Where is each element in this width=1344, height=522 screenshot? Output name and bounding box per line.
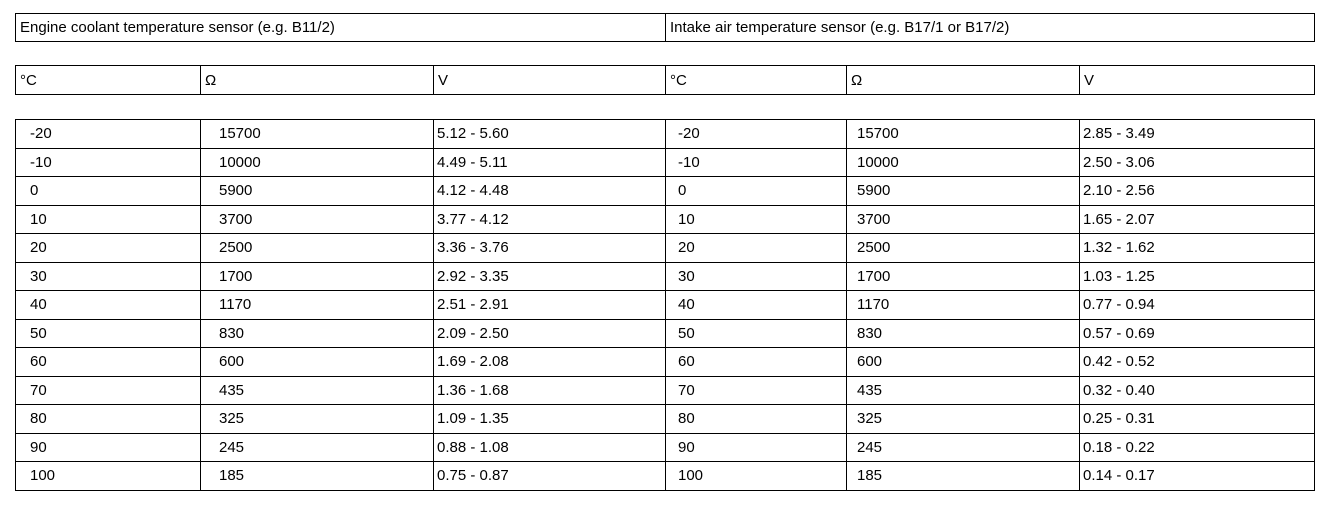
coolant-ohm-cell: 245 bbox=[201, 433, 434, 462]
coolant-ohm-cell: 185 bbox=[201, 462, 434, 491]
table-row bbox=[16, 319, 1315, 348]
sensor-title-table bbox=[15, 13, 1315, 42]
intake-temp-cell: -10 bbox=[666, 148, 847, 177]
intake-temp-cell: 10 bbox=[666, 205, 847, 234]
coolant-temp-cell: 10 bbox=[16, 205, 201, 234]
coolant-volt-cell: 0.75 - 0.87 bbox=[434, 462, 666, 491]
table-row bbox=[16, 148, 1315, 177]
intake-ohm-cell: 3700 bbox=[847, 205, 1080, 234]
intake-sensor-title: Intake air temperature sensor (e.g. B17/1 or B17/2) bbox=[666, 14, 1315, 42]
coolant-ohm-header: Ω bbox=[201, 66, 434, 95]
intake-volt-header: V bbox=[1080, 66, 1315, 95]
intake-volt-cell: 2.50 - 3.06 bbox=[1080, 148, 1315, 177]
intake-ohm-cell: 600 bbox=[847, 348, 1080, 377]
header-row bbox=[16, 66, 1315, 95]
coolant-volt-cell: 5.12 - 5.60 bbox=[434, 120, 666, 149]
intake-volt-cell: 1.65 - 2.07 bbox=[1080, 205, 1315, 234]
intake-volt-cell: 2.85 - 3.49 bbox=[1080, 120, 1315, 149]
coolant-ohm-cell: 600 bbox=[201, 348, 434, 377]
intake-ohm-header: Ω bbox=[847, 66, 1080, 95]
intake-volt-cell: 1.32 - 1.62 bbox=[1080, 234, 1315, 263]
table-row bbox=[16, 291, 1315, 320]
table-row bbox=[16, 177, 1315, 206]
intake-volt-cell: 1.03 - 1.25 bbox=[1080, 262, 1315, 291]
intake-volt-cell: 0.42 - 0.52 bbox=[1080, 348, 1315, 377]
intake-volt-cell: 0.57 - 0.69 bbox=[1080, 319, 1315, 348]
coolant-volt-cell: 0.88 - 1.08 bbox=[434, 433, 666, 462]
intake-ohm-cell: 1170 bbox=[847, 291, 1080, 320]
intake-ohm-cell: 435 bbox=[847, 376, 1080, 405]
intake-ohm-cell: 245 bbox=[847, 433, 1080, 462]
table-row bbox=[16, 462, 1315, 491]
intake-ohm-cell: 325 bbox=[847, 405, 1080, 434]
intake-temp-cell: 80 bbox=[666, 405, 847, 434]
coolant-temp-cell: -10 bbox=[16, 148, 201, 177]
intake-ohm-cell: 830 bbox=[847, 319, 1080, 348]
coolant-volt-cell: 1.69 - 2.08 bbox=[434, 348, 666, 377]
intake-temp-cell: 90 bbox=[666, 433, 847, 462]
coolant-temp-cell: 30 bbox=[16, 262, 201, 291]
table-row bbox=[16, 348, 1315, 377]
coolant-temp-cell: 90 bbox=[16, 433, 201, 462]
coolant-volt-cell: 2.09 - 2.50 bbox=[434, 319, 666, 348]
coolant-ohm-cell: 15700 bbox=[201, 120, 434, 149]
intake-ohm-cell: 185 bbox=[847, 462, 1080, 491]
coolant-ohm-cell: 1700 bbox=[201, 262, 434, 291]
coolant-volt-header: V bbox=[434, 66, 666, 95]
sensor-data-table bbox=[15, 119, 1315, 491]
coolant-volt-cell: 3.77 - 4.12 bbox=[434, 205, 666, 234]
coolant-volt-cell: 3.36 - 3.76 bbox=[434, 234, 666, 263]
table-row bbox=[16, 405, 1315, 434]
intake-ohm-cell: 10000 bbox=[847, 148, 1080, 177]
intake-temp-cell: 60 bbox=[666, 348, 847, 377]
coolant-ohm-cell: 2500 bbox=[201, 234, 434, 263]
coolant-volt-cell: 1.36 - 1.68 bbox=[434, 376, 666, 405]
intake-temp-cell: 30 bbox=[666, 262, 847, 291]
intake-temp-header: °C bbox=[666, 66, 847, 95]
intake-temp-cell: 20 bbox=[666, 234, 847, 263]
coolant-ohm-cell: 10000 bbox=[201, 148, 434, 177]
intake-temp-cell: -20 bbox=[666, 120, 847, 149]
coolant-temp-cell: 80 bbox=[16, 405, 201, 434]
intake-volt-cell: 2.10 - 2.56 bbox=[1080, 177, 1315, 206]
coolant-temp-cell: 50 bbox=[16, 319, 201, 348]
coolant-volt-cell: 1.09 - 1.35 bbox=[434, 405, 666, 434]
coolant-sensor-title: Engine coolant temperature sensor (e.g. B11/2) bbox=[16, 14, 666, 42]
coolant-volt-cell: 2.51 - 2.91 bbox=[434, 291, 666, 320]
intake-volt-cell: 0.18 - 0.22 bbox=[1080, 433, 1315, 462]
coolant-volt-cell: 4.49 - 5.11 bbox=[434, 148, 666, 177]
intake-temp-cell: 40 bbox=[666, 291, 847, 320]
coolant-temp-header: °C bbox=[16, 66, 201, 95]
intake-temp-cell: 50 bbox=[666, 319, 847, 348]
intake-temp-cell: 0 bbox=[666, 177, 847, 206]
coolant-ohm-cell: 5900 bbox=[201, 177, 434, 206]
table-row bbox=[16, 120, 1315, 149]
coolant-temp-cell: 40 bbox=[16, 291, 201, 320]
intake-ohm-cell: 15700 bbox=[847, 120, 1080, 149]
coolant-temp-cell: 70 bbox=[16, 376, 201, 405]
coolant-temp-cell: 0 bbox=[16, 177, 201, 206]
table-row bbox=[16, 234, 1315, 263]
intake-ohm-cell: 1700 bbox=[847, 262, 1080, 291]
coolant-temp-cell: 20 bbox=[16, 234, 201, 263]
coolant-ohm-cell: 1170 bbox=[201, 291, 434, 320]
intake-temp-cell: 70 bbox=[666, 376, 847, 405]
intake-volt-cell: 0.77 - 0.94 bbox=[1080, 291, 1315, 320]
table-row bbox=[16, 205, 1315, 234]
coolant-temp-cell: 60 bbox=[16, 348, 201, 377]
intake-volt-cell: 0.32 - 0.40 bbox=[1080, 376, 1315, 405]
coolant-ohm-cell: 435 bbox=[201, 376, 434, 405]
intake-ohm-cell: 2500 bbox=[847, 234, 1080, 263]
coolant-volt-cell: 4.12 - 4.48 bbox=[434, 177, 666, 206]
title-row bbox=[16, 14, 1315, 42]
intake-temp-cell: 100 bbox=[666, 462, 847, 491]
coolant-volt-cell: 2.92 - 3.35 bbox=[434, 262, 666, 291]
coolant-ohm-cell: 325 bbox=[201, 405, 434, 434]
coolant-ohm-cell: 830 bbox=[201, 319, 434, 348]
table-row bbox=[16, 262, 1315, 291]
table-row bbox=[16, 376, 1315, 405]
intake-volt-cell: 0.25 - 0.31 bbox=[1080, 405, 1315, 434]
intake-volt-cell: 0.14 - 0.17 bbox=[1080, 462, 1315, 491]
coolant-temp-cell: -20 bbox=[16, 120, 201, 149]
intake-ohm-cell: 5900 bbox=[847, 177, 1080, 206]
coolant-ohm-cell: 3700 bbox=[201, 205, 434, 234]
table-row bbox=[16, 433, 1315, 462]
column-header-table bbox=[15, 65, 1315, 95]
coolant-temp-cell: 100 bbox=[16, 462, 201, 491]
